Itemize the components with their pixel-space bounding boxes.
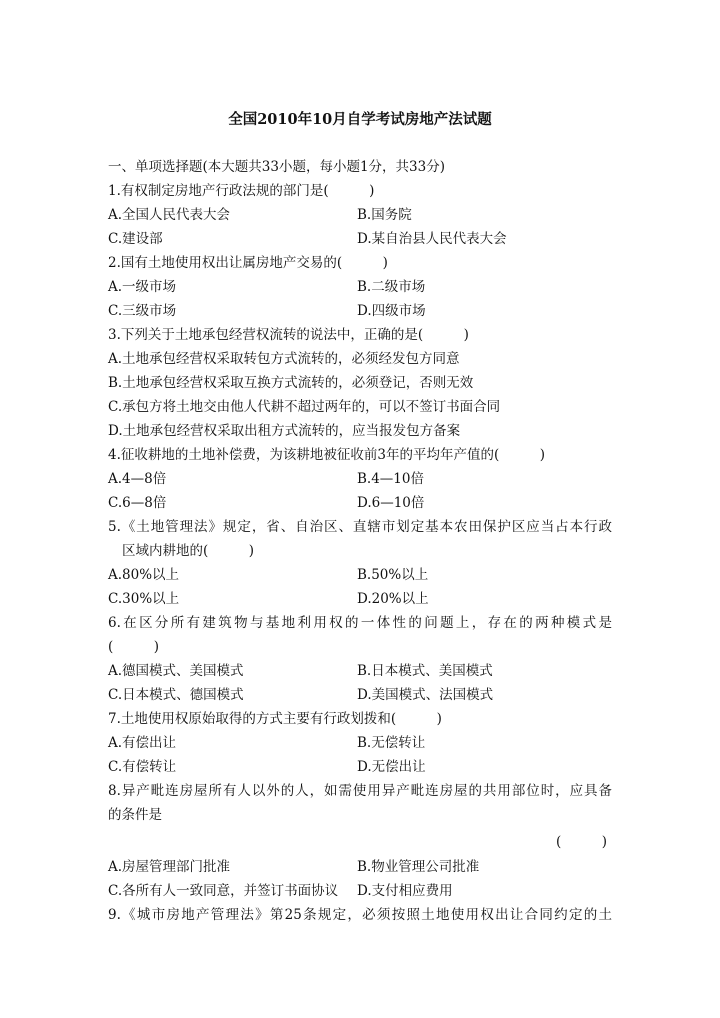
question-3-stem: 3.下列关于土地承包经营权流转的说法中，正确的是( ): [108, 327, 469, 343]
question-8-option-c: C.各所有人一致同意，并签订书面协议: [108, 883, 339, 899]
question-4-option-a: A.4—8倍: [108, 471, 167, 487]
question-4-option-c: C.6—8倍: [108, 495, 167, 511]
question-6-option-d: D.美国模式、法国模式: [357, 687, 494, 703]
question-7-option-c: C.有偿转让: [108, 759, 177, 775]
question-8-stem: 8.异产毗连房屋所有人以外的人，如需使用异产毗连房屋的共用部位时，应具备: [108, 783, 612, 799]
question-3-option-a: A.土地承包经营权采取转包方式流转的，必须经发包方同意: [108, 351, 460, 367]
question-8-option-d: D.支付相应费用: [357, 883, 453, 899]
question-4-option-d: D.6—10倍: [357, 495, 425, 511]
question-8-answer-parentheses: ( ): [556, 834, 608, 850]
question-4-stem: 4.征收耕地的土地补偿费，为该耕地被征收前3年的平均年产值的( ): [108, 447, 546, 463]
page-title: 全国2010年10月自学考试房地产法试题: [228, 111, 492, 128]
question-3-option-d: D.土地承包经营权采取出租方式流转的，应当报发包方备案: [108, 423, 461, 439]
question-2-option-a: A.一级市场: [108, 279, 177, 295]
question-9-stem: 9.《城市房地产管理法》第25条规定，必须按照土地使用权出让合同约定的土: [108, 907, 612, 923]
question-1-option-b: B.国务院: [357, 207, 412, 223]
question-2-option-d: D.四级市场: [357, 303, 426, 319]
question-6-option-b: B.日本模式、美国模式: [357, 663, 493, 679]
question-5-option-d: D.20%以上: [357, 591, 429, 607]
question-5-option-b: B.50%以上: [357, 567, 429, 583]
question-2-stem: 2.国有土地使用权出让属房地产交易的( ): [108, 255, 388, 271]
question-1-option-c: C.建设部: [108, 231, 163, 247]
question-8-stem-continued: 的条件是: [108, 807, 162, 823]
question-1-stem: 1.有权制定房地产行政法规的部门是( ): [108, 183, 375, 199]
question-3-option-b: B.土地承包经营权采取互换方式流转的，必须登记，否则无效: [108, 375, 474, 391]
question-7-option-d: D.无偿出让: [357, 759, 426, 775]
question-2-option-b: B.二级市场: [357, 279, 426, 295]
question-5-stem-continued: 区域内耕地的( ): [122, 543, 255, 559]
question-4-option-b: B.4—10倍: [357, 471, 424, 487]
question-5-option-c: C.30%以上: [108, 591, 180, 607]
question-7-stem: 7.土地使用权原始取得的方式主要有行政划拨和( ): [108, 711, 442, 727]
question-1-option-d: D.某自治县人民代表大会: [357, 231, 507, 247]
question-1-option-a: A.全国人民代表大会: [108, 207, 231, 223]
question-6-option-c: C.日本模式、德国模式: [108, 687, 244, 703]
question-5-option-a: A.80%以上: [108, 567, 180, 583]
section-heading: 一、单项选择题(本大题共33小题，每小题1分，共33分): [108, 159, 445, 175]
question-7-option-a: A.有偿出让: [108, 735, 177, 751]
question-3-option-c: C.承包方将土地交由他人代耕不超过两年的，可以不签订书面合同: [108, 399, 501, 415]
question-2-option-c: C.三级市场: [108, 303, 177, 319]
question-6-option-a: A.德国模式、美国模式: [108, 663, 244, 679]
question-8-option-a: A.房屋管理部门批准: [108, 859, 231, 875]
question-7-option-b: B.无偿转让: [357, 735, 426, 751]
question-8-option-b: B.物业管理公司批准: [357, 859, 480, 875]
question-5-stem: 5.《土地管理法》规定，省、自治区、直辖市划定基本农田保护区应当占本行政: [108, 519, 612, 535]
question-6-stem: 6.在区分所有建筑物与基地利用权的一体性的问题上，存在的两种模式是: [108, 615, 612, 631]
question-6-stem-continued: ( ): [108, 639, 160, 655]
